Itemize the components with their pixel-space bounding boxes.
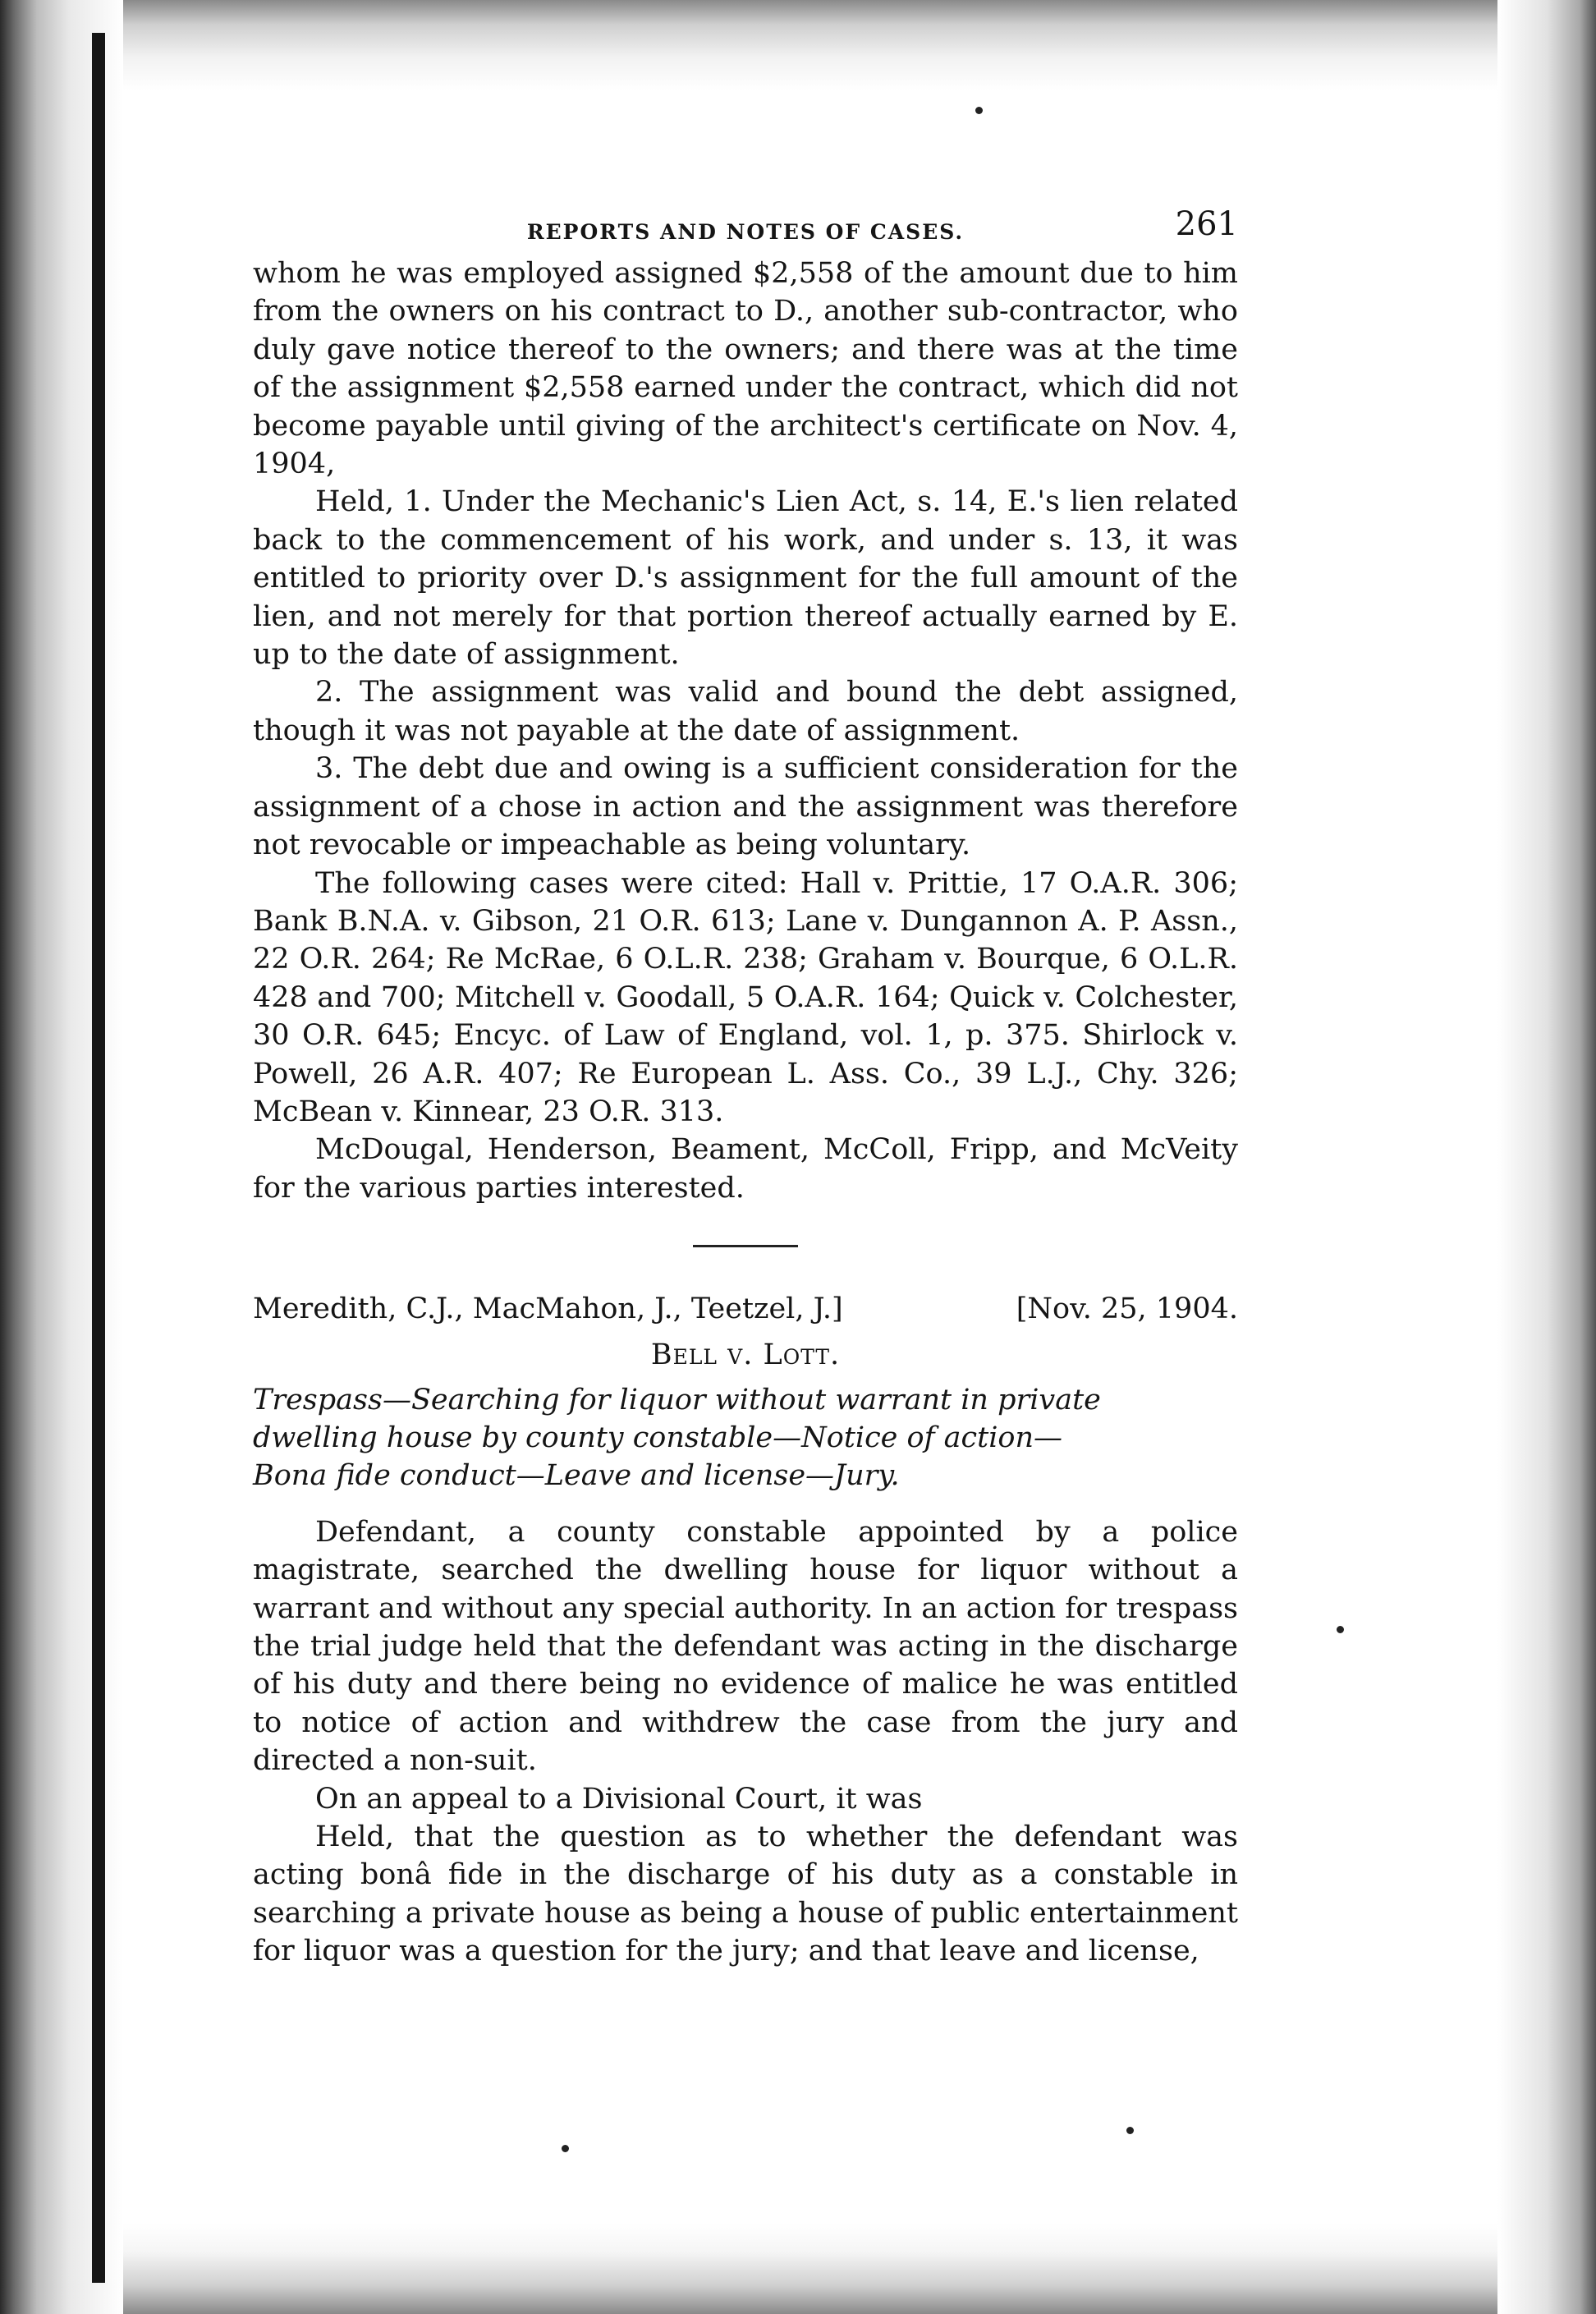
scan-border-bottom (0, 2224, 1596, 2314)
scan-speck (562, 2145, 569, 2152)
scan-border-right (1497, 0, 1596, 2314)
headnote (253, 1381, 1238, 1495)
paragraph-holding-3: 3. The debt due and owing is a sufficient consideration for the assignment of a chose in action and the assignment was therefore not revocable or impeachable as being voluntary. (253, 752, 1238, 862)
paragraph-facts: Defendant, a county constable appointed by a police magistrate, searched the dwelling house for liquor without a warrant and without any special authority. In an action for trespass the trial judge held that the defendant was acting in the discharge of his duty and there being no evidence of malice he was entitled to notice of action and withdrew the case from the jury and directed a non-suit. (253, 1515, 1238, 1778)
headnote-line: Trespass—Searching for liquor without warrant in private (253, 1383, 1101, 1416)
page-number: 261 (1175, 205, 1238, 243)
section-divider (693, 1245, 798, 1247)
headnote-line: dwelling house by county constable—Notice of action— (253, 1421, 1063, 1454)
case-name: Bell v. Lott. (650, 1338, 841, 1372)
court-line (253, 1290, 1238, 1329)
headnote-line: Bona fide conduct—Leave and license—Jury. (253, 1459, 900, 1493)
document-page (253, 205, 1238, 1971)
scan-border-top (0, 0, 1596, 90)
decision-date: [Nov. 25, 1904. (1016, 1292, 1238, 1326)
book-spine-shadow (92, 33, 105, 2283)
running-title: REPORTS AND NOTES OF CASES. (526, 220, 965, 244)
paragraph-continuation: whom he was employed assigned $2,558 of the amount due to him from the owners on his contract to D., another sub-contractor, who duly gave notice thereof to the owners; and there was at the time of the assignment $2,558 earned under the contract, which did not become payable until giving of the architect's certificate on Nov. 4, 1904, (253, 257, 1238, 481)
judges: Meredith, C.J., MacMahon, J., Teetzel, J.] (253, 1292, 843, 1326)
scan-speck (1337, 1626, 1344, 1633)
first-case-section (253, 255, 1238, 1207)
paragraph-holding-1: Held, 1. Under the Mechanic's Lien Act, s. 14, E.'s lien related back to the commencement of his work, and under s. 13, it was entitled to priority over D.'s assignment for the full amount of the lien, and not merely for that portion thereof actually earned by E. up to the date of assignment. (253, 485, 1238, 672)
second-case-section (253, 1290, 1238, 1971)
paragraph-holding: Held, that the question as to whether the defendant was acting bonâ fide in the discharge of his duty as a constable in searching a private house as being a house of public entertainment for liquor was a question for the jury; and that leave and license, (253, 1820, 1238, 1968)
running-header (253, 205, 1238, 255)
paragraph-holding-2: 2. The assignment was valid and bound the debt assigned, though it was not payable at the date of assignment. (253, 676, 1238, 747)
scan-speck (1126, 2127, 1134, 2134)
paragraph-counsel: McDougal, Henderson, Beament, McColl, Fripp, and McVeity for the various parties interested. (253, 1133, 1238, 1205)
paragraph-cases-cited: The following cases were cited: Hall v. Prittie, 17 O.A.R. 306; Bank B.N.A. v. Gibson, 21 O.R. 613; Lane v. Dungannon A. P. Assn., 22 O.R. 264; Re McRae, 6 O.L.R. 238; Graham v. Bourque, 6 O.L.R. 428 and 700; Mitchell v. Goodall, 5 O.A.R. 164; Quick v. Colchester, 30 O.R. 645; Encyc. of Law of England, vol. 1, p. 375. Shirlock v. Powell, 26 A.R. 407; Re European L. Ass. Co., 39 L.J., Chy. 326; McBean v. Kinnear, 23 O.R. 313. (253, 866, 1238, 1128)
paragraph-appeal: On an appeal to a Divisional Court, it was (315, 1782, 923, 1816)
scan-speck (975, 107, 983, 114)
